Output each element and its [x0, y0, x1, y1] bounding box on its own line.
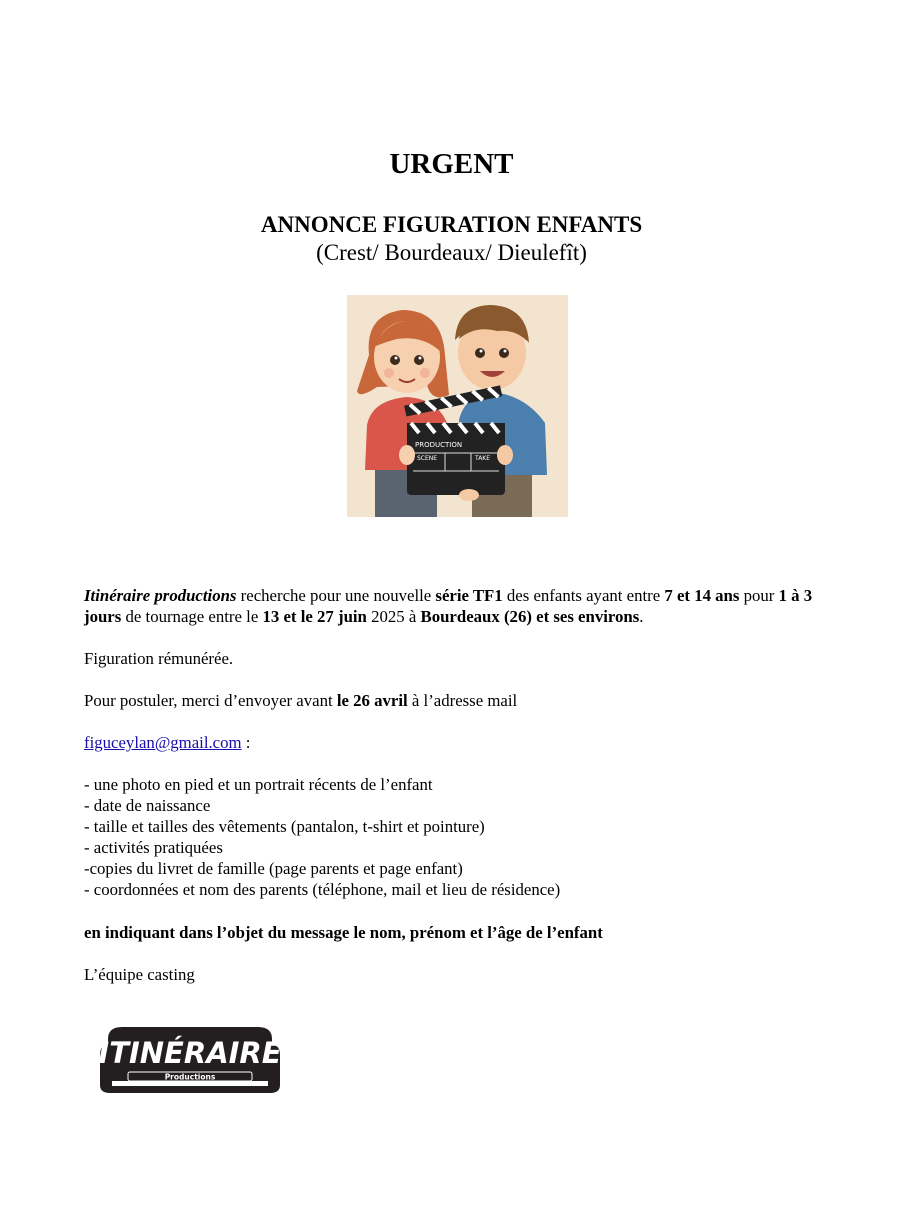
paid-note: Figuration rémunérée.	[84, 649, 234, 668]
list-item: - une photo en pied et un portrait récents de l’enfant	[84, 775, 433, 794]
list-item: - date de naissance	[84, 796, 211, 815]
list-item: - activités pratiquées	[84, 838, 223, 857]
list-item: - coordonnées et nom des parents (téléphone, mail et lieu de résidence)	[84, 880, 561, 899]
apply-paragraph: Pour postuler, merci d’envoyer avant le 26 avril à l’adresse mail	[84, 691, 518, 710]
signature: L’équipe casting	[84, 965, 195, 984]
contact-line: figuceylan@gmail.com :	[84, 733, 251, 752]
svg-text:ITINÉRAIRE: ITINÉRAIRE	[98, 1036, 282, 1070]
svg-text:TAKE: TAKE	[475, 455, 491, 462]
svg-text:Productions: Productions	[164, 1072, 216, 1082]
children-clapperboard-illustration	[347, 295, 568, 517]
announcement-heading: ANNONCE FIGURATION ENFANTS	[260, 212, 643, 237]
svg-text:SCENE: SCENE	[417, 455, 438, 462]
requirements-list	[84, 774, 824, 900]
locations-line: (Crest/ Bourdeaux/ Dieulefît)	[316, 240, 587, 265]
intro-paragraph: Itinéraire productions recherche pour une nouvelle série TF1 des enfants ayant entre 7 et 14 ans pour 1 à 3 jours de tournage entre le 13 et le 27 juin 2025 à Bourdeaux (26) et ses environs.	[84, 586, 813, 626]
company-name: Itinéraire productions	[84, 586, 237, 605]
svg-text:PRODUCTION: PRODUCTION	[415, 441, 463, 449]
subject-instruction: en indiquant dans l’objet du message le nom, prénom et l’âge de l’enfant	[84, 923, 603, 942]
deadline: le 26 avril	[336, 691, 408, 710]
itineraire-logo	[98, 1023, 282, 1095]
page-title: URGENT	[389, 148, 514, 180]
list-item: -copies du livret de famille (page parents et page enfant)	[84, 859, 463, 878]
email-link[interactable]: figuceylan@gmail.com	[84, 733, 242, 752]
list-item: - taille et tailles des vêtements (pantalon, t-shirt et pointure)	[84, 817, 485, 836]
